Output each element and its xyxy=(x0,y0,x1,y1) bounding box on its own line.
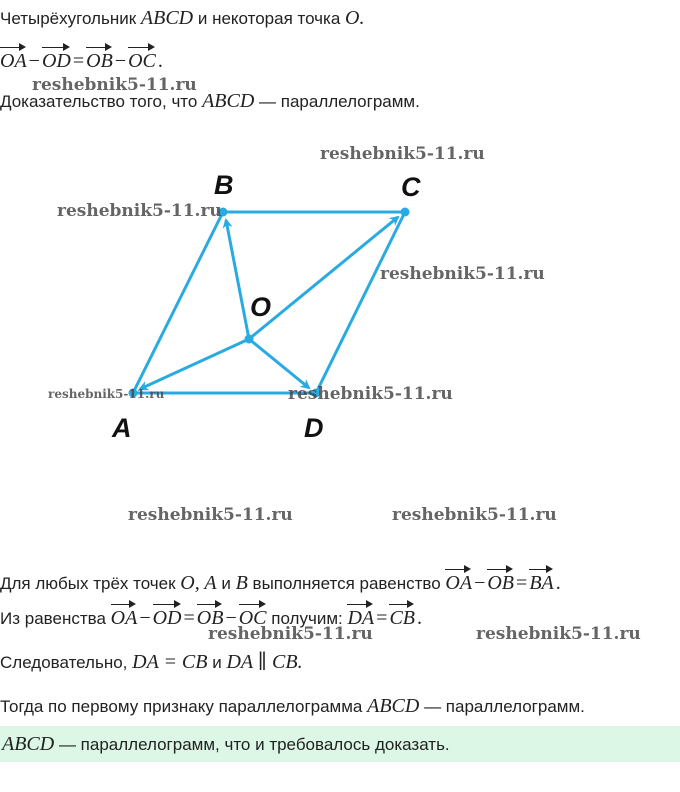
label-o: O xyxy=(250,292,272,322)
step-2-line: Из равенства OA − OD = OB − OC получим: DA = CB . xyxy=(0,599,424,631)
answer-line: ABCD — параллелограмм, что и требовалось доказать. xyxy=(2,733,450,755)
vector-ob: OB xyxy=(197,599,224,629)
side-cd xyxy=(316,212,405,393)
step-1-line: Для любых трёх точек O, A и B выполняется равенство OA − OB = BA . xyxy=(0,564,563,596)
watermark: reshebnik5-11.ru xyxy=(320,144,485,164)
vector-oa: OA xyxy=(111,599,138,629)
vector-oc: OC xyxy=(128,42,156,72)
vector-od: OD xyxy=(42,42,71,72)
watermark: reshebnik5-11.ru xyxy=(128,505,293,525)
watermark: reshebnik5-11.ru xyxy=(476,624,641,644)
given-line: Четырёхугольник ABCD и некоторая точка O. xyxy=(0,7,365,29)
vector-oc-arrow xyxy=(249,217,398,339)
vector-oa: OA xyxy=(0,42,27,72)
quad-name: ABCD xyxy=(202,90,255,112)
step-3-line: Следовательно, DA = CB и DA ∥ CB. xyxy=(0,651,303,673)
watermark: reshebnik5-11.ru xyxy=(392,505,557,525)
quad-name: ABCD xyxy=(367,695,420,717)
vector-ob: OB xyxy=(487,564,514,594)
condition-line: OA − OD = OB − OC . xyxy=(0,42,165,74)
watermark: reshebnik5-11.ru xyxy=(57,201,222,221)
vector-ba: BA xyxy=(529,564,553,594)
prove-line: Доказательство того, что ABCD — параллелограмм. xyxy=(0,90,420,112)
point-o: O. xyxy=(345,7,365,29)
vector-oa: OA xyxy=(445,564,472,594)
watermark: reshebnik5-11.ru xyxy=(288,384,453,404)
quad-name: ABCD xyxy=(140,7,194,29)
label-c: C xyxy=(401,172,421,202)
watermark: reshebnik5-11.ru xyxy=(380,264,545,284)
quad-name: ABCD xyxy=(2,733,55,755)
watermark: reshebnik5-11.ru xyxy=(208,624,373,644)
vertex-c-dot xyxy=(401,208,410,217)
side-ab xyxy=(133,212,223,393)
point-o-dot xyxy=(245,335,254,344)
watermark: reshebnik5-11.ru xyxy=(32,75,197,95)
vector-ob: OB xyxy=(86,42,113,72)
label-a: A xyxy=(112,413,132,443)
vector-cb: CB xyxy=(389,599,415,629)
vector-od-arrow xyxy=(249,339,309,388)
vector-ob-arrow xyxy=(226,220,249,339)
vector-da: DA xyxy=(347,599,374,629)
watermark: reshebnik5-11.ru xyxy=(48,387,165,401)
label-d: D xyxy=(304,413,324,443)
label-b: B xyxy=(214,170,234,200)
step-4-line: Тогда по первому признаку параллелограмма ABCD — параллелограмм. xyxy=(0,695,585,717)
vector-oc: OC xyxy=(239,599,267,629)
vector-od: OD xyxy=(153,599,182,629)
